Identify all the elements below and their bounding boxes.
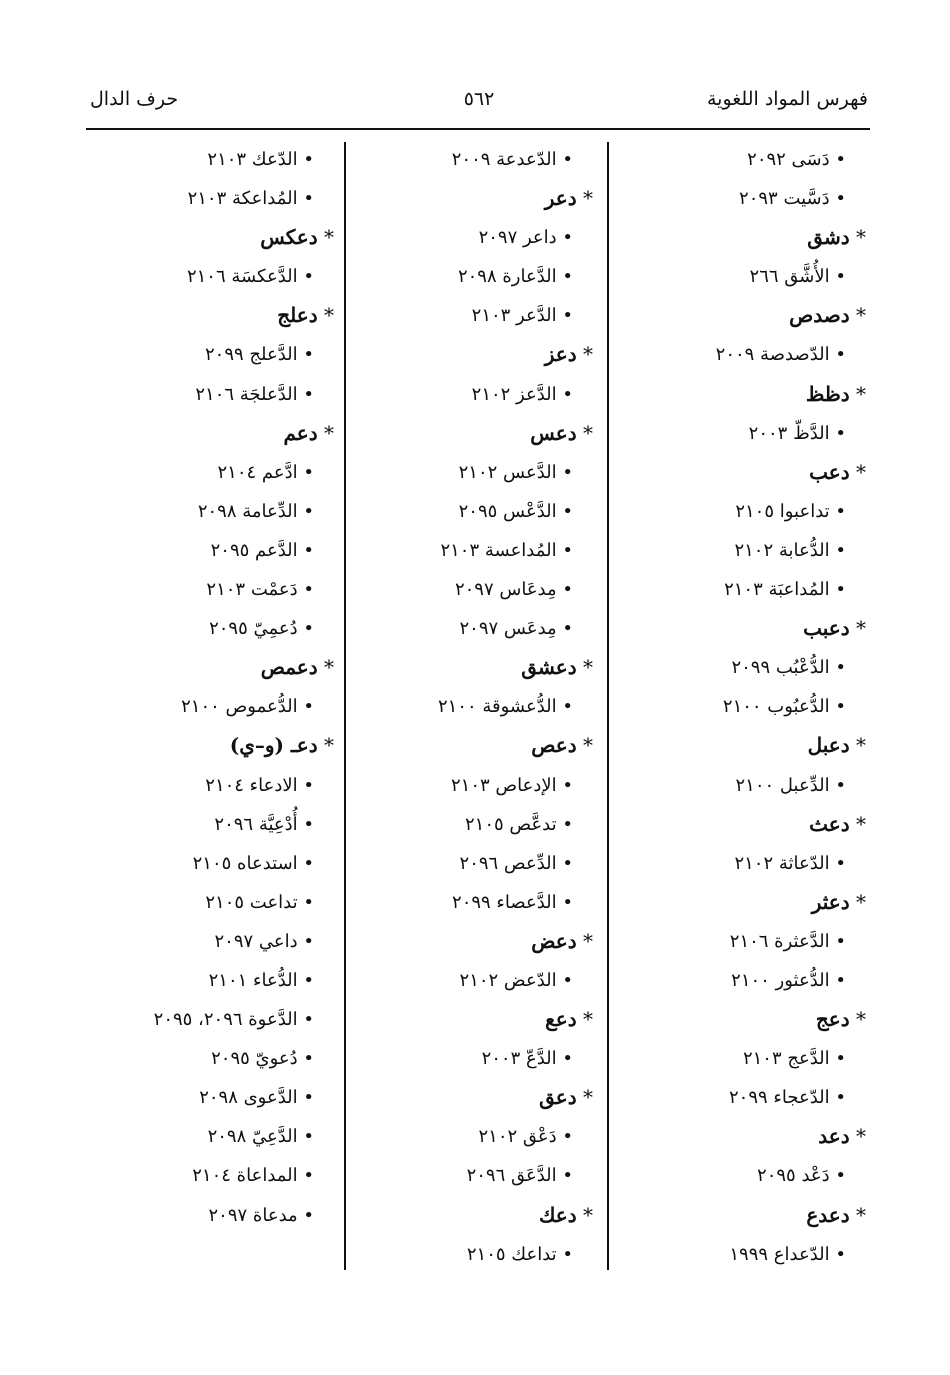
index-entry: • الدَّعم ٢٠٩٥ bbox=[91, 531, 336, 570]
index-entry: • داعي ٢٠٩٧ bbox=[91, 922, 336, 961]
root-heading: * دعك bbox=[350, 1196, 595, 1235]
index-entry: • تداعك ٢١٠٥ bbox=[350, 1235, 595, 1274]
index-entry: • الأُشَّق ٢٦٦ bbox=[628, 257, 868, 296]
root-heading: * دعج bbox=[628, 1000, 868, 1039]
index-entry: • المُداعسة ٢١٠٣ bbox=[350, 531, 595, 570]
index-entry: • دَسَّيت ٢٠٩٣ bbox=[628, 179, 868, 218]
index-entry: • المُداعبَة ٢١٠٣ bbox=[628, 570, 868, 609]
index-entry: • دُعويّ ٢٠٩٥ bbox=[91, 1039, 336, 1078]
index-entry: • المداعاة ٢١٠٤ bbox=[91, 1156, 336, 1195]
root-heading: * دظظ bbox=[628, 375, 868, 414]
root-heading: * دعر bbox=[350, 179, 595, 218]
root-heading: * دعع bbox=[350, 1000, 595, 1039]
index-entry: • الدَّعثرة ٢١٠٦ bbox=[628, 922, 868, 961]
index-entry: • الدَّعصاء ٢٠٩٩ bbox=[350, 883, 595, 922]
index-entry: • تداعبوا ٢١٠٥ bbox=[628, 492, 868, 531]
index-entry: • دُعمِيّ ٢٠٩٥ bbox=[91, 609, 336, 648]
index-entry: • ادَّعم ٢١٠٤ bbox=[91, 453, 336, 492]
index-entry: • الدَّعارة ٢٠٩٨ bbox=[350, 257, 595, 296]
index-entry: • الدُّعابة ٢١٠٢ bbox=[628, 531, 868, 570]
root-heading: * دعس bbox=[350, 414, 595, 453]
root-heading: * دعبب bbox=[628, 609, 868, 648]
index-entry: • الدُّعثور ٢١٠٠ bbox=[628, 961, 868, 1000]
root-heading: * دعد bbox=[628, 1117, 868, 1156]
index-column-middle bbox=[350, 140, 595, 1274]
index-entry: • الدَّعز ٢١٠٢ bbox=[350, 375, 595, 414]
index-entry: • الدِّعامة ٢٠٩٨ bbox=[91, 492, 336, 531]
page-number: ٥٦٢ bbox=[463, 88, 495, 110]
root-heading: * دعدع bbox=[628, 1196, 868, 1235]
root-heading: * دعشق bbox=[350, 648, 595, 687]
index-entry: • الدَّعلجَة ٢١٠٦ bbox=[91, 375, 336, 414]
root-heading: * دعمص bbox=[91, 648, 336, 687]
index-entry: • الدَّعوى ٢٠٩٨ bbox=[91, 1078, 336, 1117]
index-entry: • الادعاء ٢١٠٤ bbox=[91, 766, 336, 805]
index-entry: • دَعْق ٢١٠٢ bbox=[350, 1117, 595, 1156]
index-entry: • الدَّظّ ٢٠٠٣ bbox=[628, 414, 868, 453]
root-heading: * دعثر bbox=[628, 883, 868, 922]
index-entry: • الدّعك ٢١٠٣ bbox=[91, 140, 336, 179]
index-entry: • الدَّعس ٢١٠٢ bbox=[350, 453, 595, 492]
index-entry: • دَسَى ٢٠٩٢ bbox=[628, 140, 868, 179]
index-entry: • الدَّعكسَة ٢١٠٦ bbox=[91, 257, 336, 296]
root-heading: * دصدص bbox=[628, 296, 868, 335]
index-column-left bbox=[91, 140, 336, 1235]
index-entry: • الدّعداع ١٩٩٩ bbox=[628, 1235, 868, 1274]
column-divider-left bbox=[344, 142, 346, 1270]
index-entry: • الدّصدصة ٢٠٠٩ bbox=[628, 335, 868, 374]
index-entry: • الدُّعاء ٢١٠١ bbox=[91, 961, 336, 1000]
index-entry: • الدُّعموص ٢١٠٠ bbox=[91, 687, 336, 726]
root-heading: * دشق bbox=[628, 218, 868, 257]
index-entry: • الدَّعّ ٢٠٠٣ bbox=[350, 1039, 595, 1078]
running-title: فهرس المواد اللغوية bbox=[706, 88, 868, 110]
index-entry: • مِدعَس ٢٠٩٧ bbox=[350, 609, 595, 648]
index-entry: • الدّعاثة ٢١٠٢ bbox=[628, 844, 868, 883]
root-heading: * دعلج bbox=[91, 296, 336, 335]
section-title: حرف الدال bbox=[90, 88, 179, 110]
root-heading: * دعب bbox=[628, 453, 868, 492]
root-heading: * دعـ (و–ي) bbox=[91, 726, 336, 765]
index-entry: • الدّعض ٢١٠٢ bbox=[350, 961, 595, 1000]
index-entry: • الإدعاص ٢١٠٣ bbox=[350, 766, 595, 805]
index-entry: • الدّعدعة ٢٠٠٩ bbox=[350, 140, 595, 179]
index-entry: • تدعَّص ٢١٠٥ bbox=[350, 805, 595, 844]
index-entry: • استدعاه ٢١٠٥ bbox=[91, 844, 336, 883]
index-entry: • المُداعكة ٢١٠٣ bbox=[91, 179, 336, 218]
root-heading: * دعض bbox=[350, 922, 595, 961]
column-divider-right bbox=[607, 142, 609, 1270]
root-heading: * دعم bbox=[91, 414, 336, 453]
root-heading: * دعث bbox=[628, 805, 868, 844]
root-heading: * دعص bbox=[350, 726, 595, 765]
index-entry: • أُدْعِيَّة ٢٠٩٦ bbox=[91, 805, 336, 844]
index-entry: • الدِّعص ٢٠٩٦ bbox=[350, 844, 595, 883]
index-entry: • تداعت ٢١٠٥ bbox=[91, 883, 336, 922]
header-rule bbox=[86, 128, 870, 130]
index-entry: • الدَّعج ٢١٠٣ bbox=[628, 1039, 868, 1078]
index-entry: • الدَّعلج ٢٠٩٩ bbox=[91, 335, 336, 374]
index-entry: • دَعْد ٢٠٩٥ bbox=[628, 1156, 868, 1195]
index-entry: • داعر ٢٠٩٧ bbox=[350, 218, 595, 257]
index-entry: • مِدعَاس ٢٠٩٧ bbox=[350, 570, 595, 609]
index-entry: • الدَّعِيّ ٢٠٩٨ bbox=[91, 1117, 336, 1156]
index-entry: • الدُّعشوقة ٢١٠٠ bbox=[350, 687, 595, 726]
index-entry: • مدعاة ٢٠٩٧ bbox=[91, 1196, 336, 1235]
index-entry: • الدَّعوة ٢٠٩٦، ٢٠٩٥ bbox=[91, 1000, 336, 1039]
root-heading: * دعكس bbox=[91, 218, 336, 257]
index-entry: • الدِّعبل ٢١٠٠ bbox=[628, 766, 868, 805]
index-entry: • الدُّعْبُب ٢٠٩٩ bbox=[628, 648, 868, 687]
index-entry: • الدَّعَق ٢٠٩٦ bbox=[350, 1156, 595, 1195]
index-column-right bbox=[628, 140, 868, 1274]
index-entry: • دَعمْت ٢١٠٣ bbox=[91, 570, 336, 609]
root-heading: * دعبل bbox=[628, 726, 868, 765]
page-header bbox=[90, 88, 868, 128]
index-entry: • الدّعجاء ٢٠٩٩ bbox=[628, 1078, 868, 1117]
root-heading: * دعق bbox=[350, 1078, 595, 1117]
index-entry: • الدَّعر ٢١٠٣ bbox=[350, 296, 595, 335]
index-entry: • الدَّعْس ٢٠٩٥ bbox=[350, 492, 595, 531]
root-heading: * دعز bbox=[350, 335, 595, 374]
index-entry: • الدُّعبُوب ٢١٠٠ bbox=[628, 687, 868, 726]
